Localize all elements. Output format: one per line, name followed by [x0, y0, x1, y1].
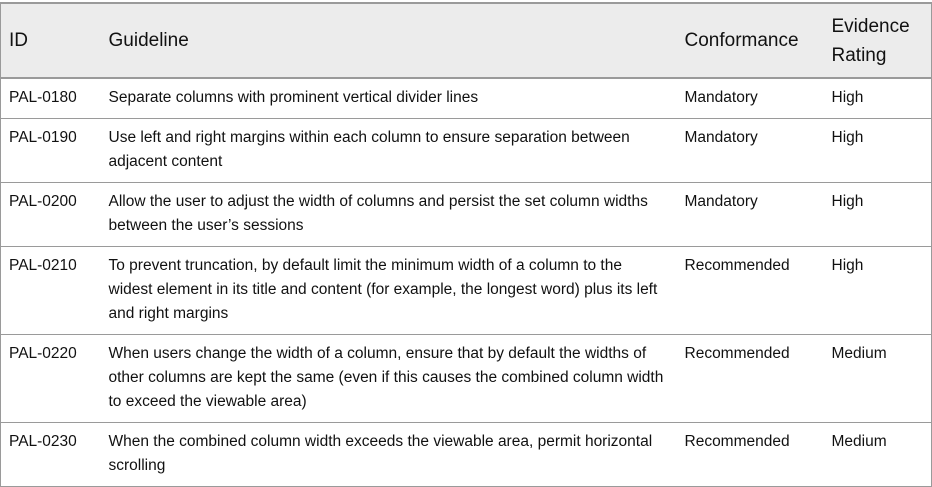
cell-evidence: High: [824, 183, 932, 247]
header-guideline: Guideline: [101, 3, 677, 78]
header-evidence-rating: Evidence Rating: [824, 3, 932, 78]
header-conformance: Conformance: [677, 3, 824, 78]
cell-id: PAL-0180: [1, 78, 101, 119]
cell-guideline: Separate columns with prominent vertical divider lines: [101, 78, 677, 119]
cell-conformance: Mandatory: [677, 183, 824, 247]
cell-id: PAL-0210: [1, 247, 101, 335]
table-row: [1, 335, 932, 423]
cell-conformance: Mandatory: [677, 78, 824, 119]
table-row: [1, 78, 932, 119]
cell-evidence: High: [824, 78, 932, 119]
cell-guideline: When users change the width of a column, ensure that by default the widths of other columns are kept the same (even if this causes the combined column width to exceed the viewable area): [101, 335, 677, 423]
cell-id: PAL-0230: [1, 423, 101, 487]
cell-evidence: High: [824, 247, 932, 335]
table-row: [1, 119, 932, 183]
cell-id: PAL-0220: [1, 335, 101, 423]
cell-conformance: Recommended: [677, 423, 824, 487]
cell-guideline: Allow the user to adjust the width of columns and persist the set column widths between the user’s sessions: [101, 183, 677, 247]
cell-evidence: Medium: [824, 423, 932, 487]
table-row: [1, 247, 932, 335]
cell-conformance: Recommended: [677, 335, 824, 423]
cell-conformance: Mandatory: [677, 119, 824, 183]
header-id: ID: [1, 3, 101, 78]
cell-guideline: Use left and right margins within each column to ensure separation between adjacent content: [101, 119, 677, 183]
cell-id: PAL-0200: [1, 183, 101, 247]
table-row: [1, 183, 932, 247]
header-row: [1, 3, 932, 78]
guidelines-table: [0, 2, 932, 487]
table-row: [1, 423, 932, 487]
cell-evidence: Medium: [824, 335, 932, 423]
cell-evidence: High: [824, 119, 932, 183]
cell-id: PAL-0190: [1, 119, 101, 183]
cell-conformance: Recommended: [677, 247, 824, 335]
cell-guideline: To prevent truncation, by default limit the minimum width of a column to the widest element in its title and content (for example, the longest word) plus its left and right margins: [101, 247, 677, 335]
cell-guideline: When the combined column width exceeds the viewable area, permit horizontal scrolling: [101, 423, 677, 487]
